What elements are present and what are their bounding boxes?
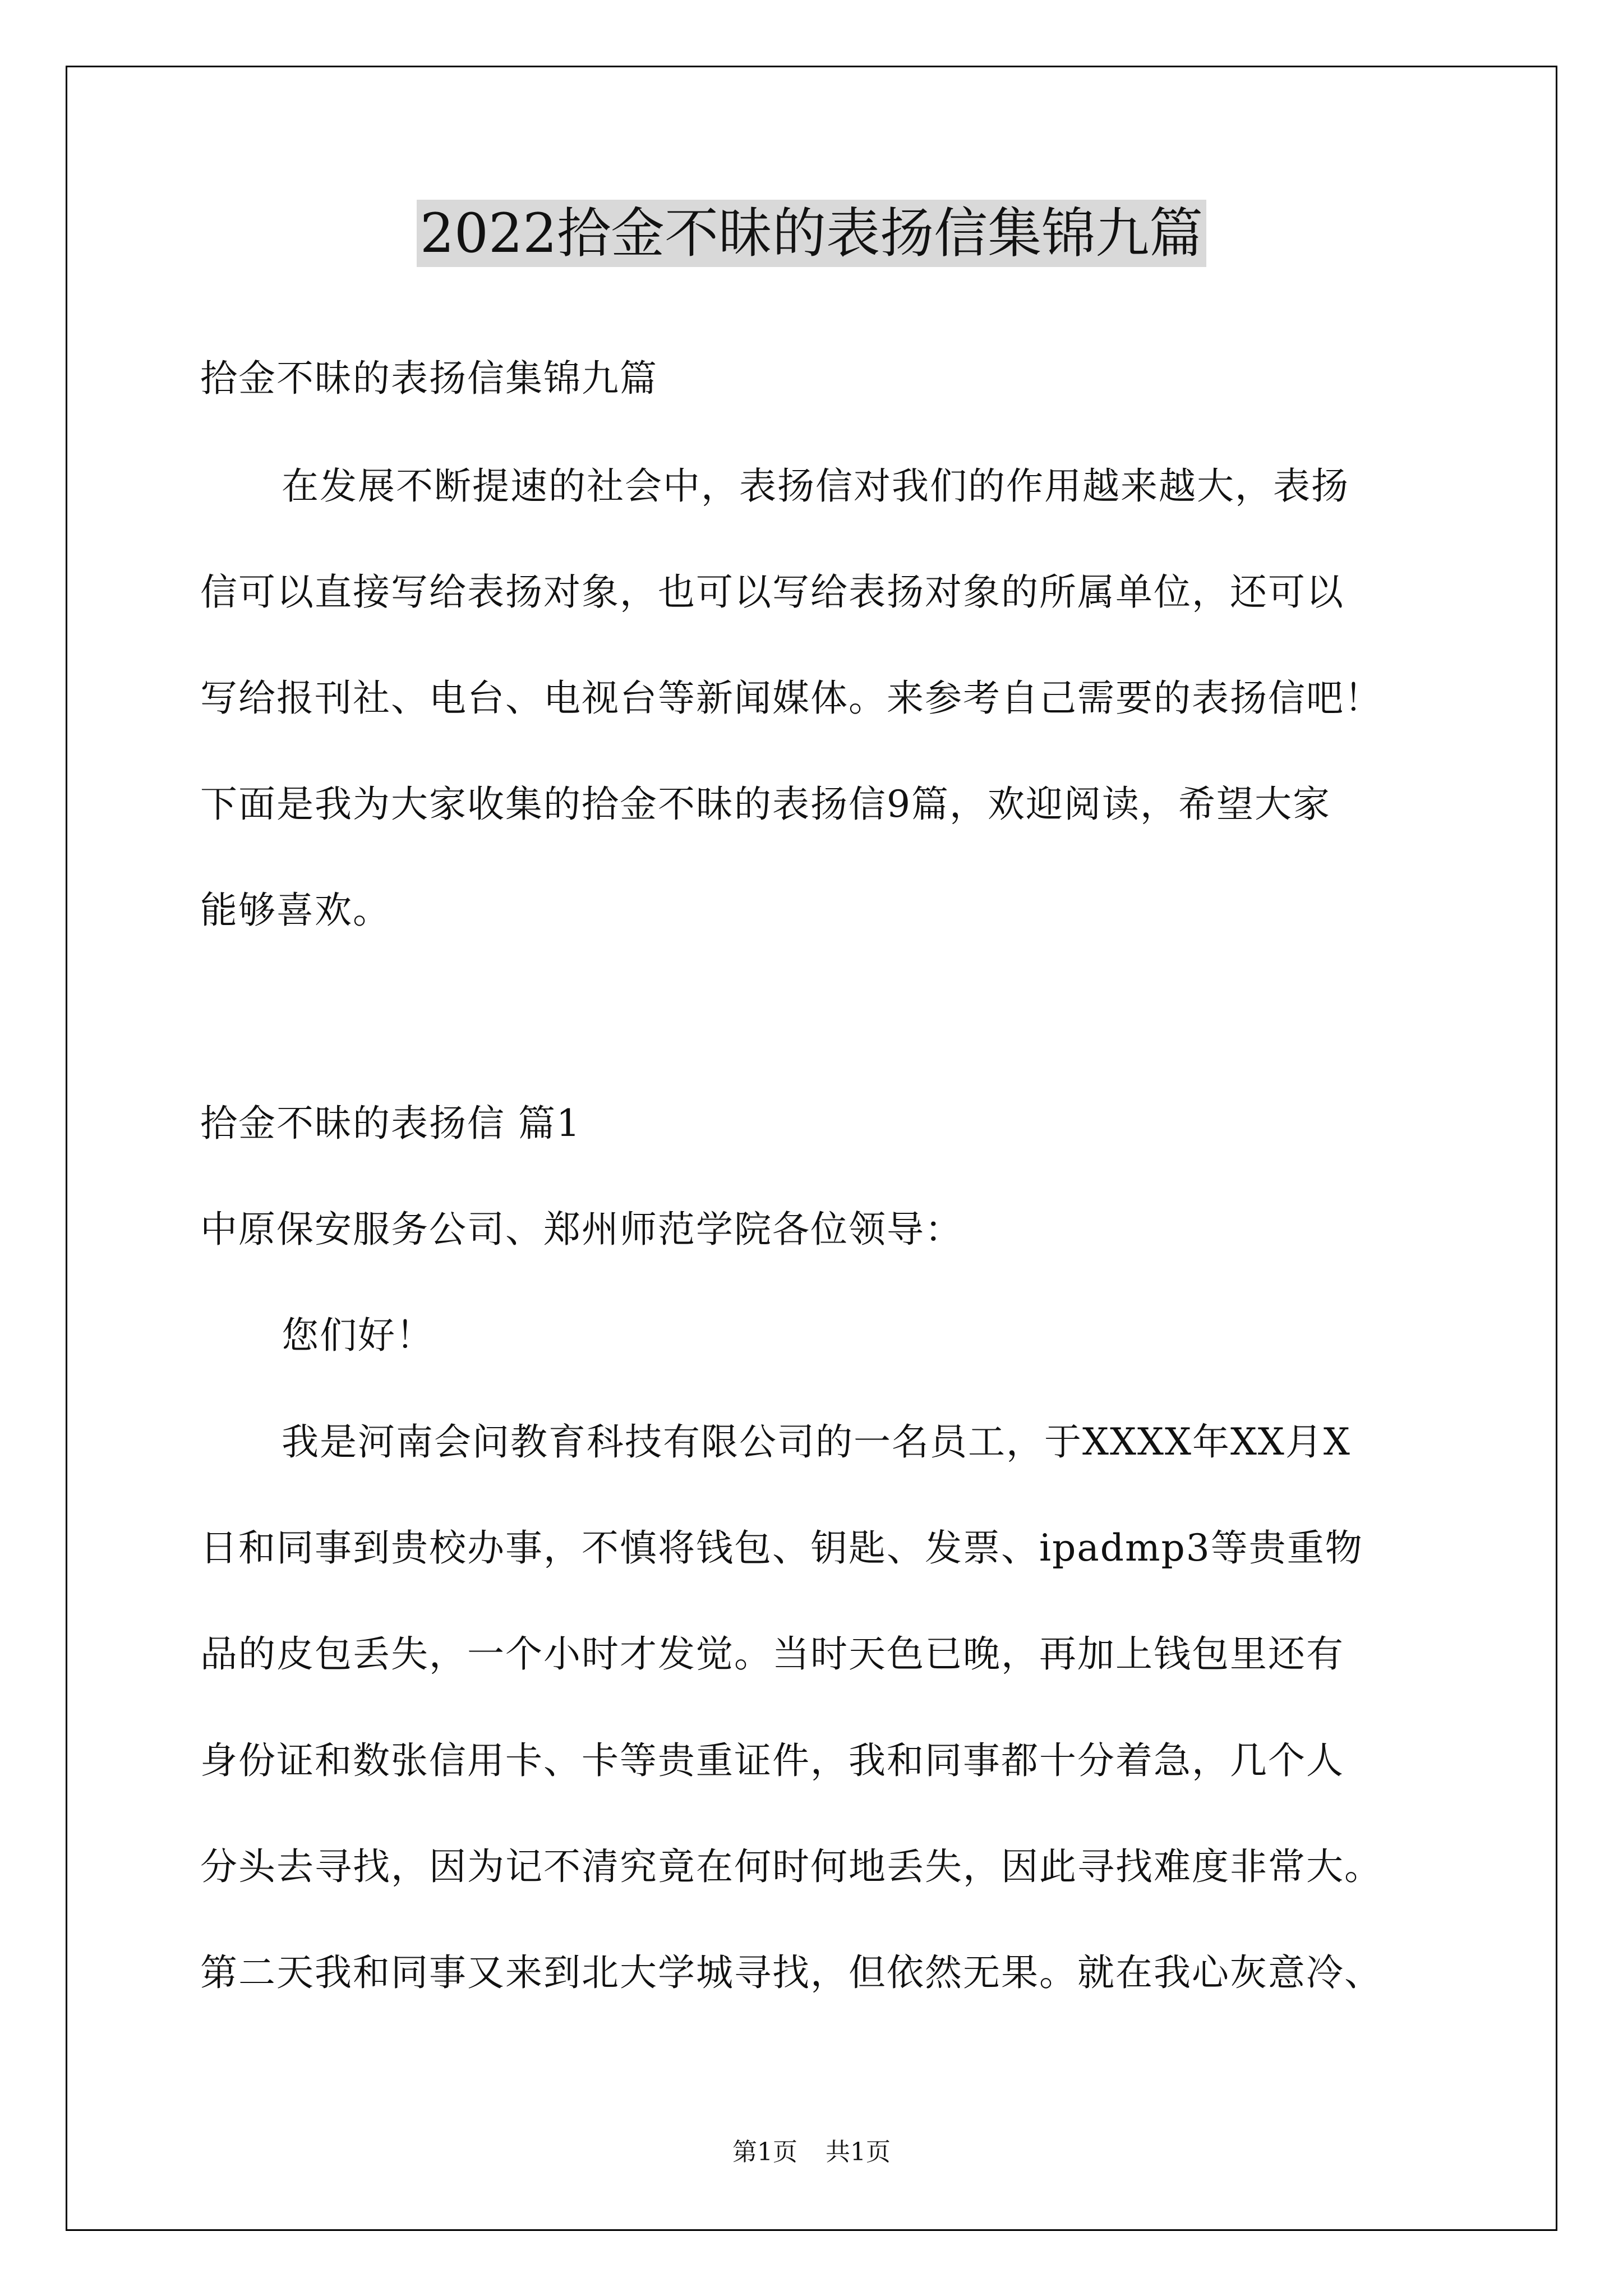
body-line-4: 身份证和数张信用卡、卡等贵重证件，我和同事都十分着急，几个人 [200,1739,1344,1782]
document-subtitle: 拾金不昧的表扬信集锦九篇 [200,357,658,400]
intro-line-3: 写给报刊社、电台、电视台等新闻媒体。来参考自己需要的表扬信吧！ [200,677,1382,720]
body-line-2: 日和同事到贵校办事，不慎将钱包、钥匙、发票、ipadmp3等贵重物 [200,1526,1363,1570]
body-line-1: 我是河南会问教育科技有限公司的一名员工，于XXXX年XX月X [282,1420,1351,1464]
greeting: 您们好！ [282,1314,434,1357]
page-footer [0,2132,1623,2168]
intro-line-5: 能够喜欢。 [200,889,391,932]
salutation: 中原保安服务公司、郑州师范学院各位领导： [200,1208,963,1251]
document-title [0,200,1623,267]
page-number: 第1页 [732,2138,797,2166]
section-heading: 拾金不昧的表扬信 篇1 [200,1102,581,1145]
intro-line-2: 信可以直接写给表扬对象，也可以写给表扬对象的所属单位，还可以 [200,570,1344,614]
document-title-text: 2022拾金不昧的表扬信集锦九篇 [417,200,1206,267]
body-line-6: 第二天我和同事又来到北大学城寻找，但依然无果。就在我心灰意冷、 [200,1951,1382,1994]
body-line-3: 品的皮包丢失，一个小时才发觉。当时天色已晚，再加上钱包里还有 [200,1632,1344,1676]
intro-line-1: 在发展不断提速的社会中，表扬信对我们的作用越来越大，表扬 [282,464,1349,508]
body-line-5: 分头去寻找，因为记不清究竟在何时何地丢失，因此寻找难度非常大。 [200,1845,1382,1888]
intro-line-4: 下面是我为大家收集的拾金不昧的表扬信9篇，欢迎阅读，希望大家 [200,783,1331,826]
page-total: 共1页 [826,2138,891,2166]
